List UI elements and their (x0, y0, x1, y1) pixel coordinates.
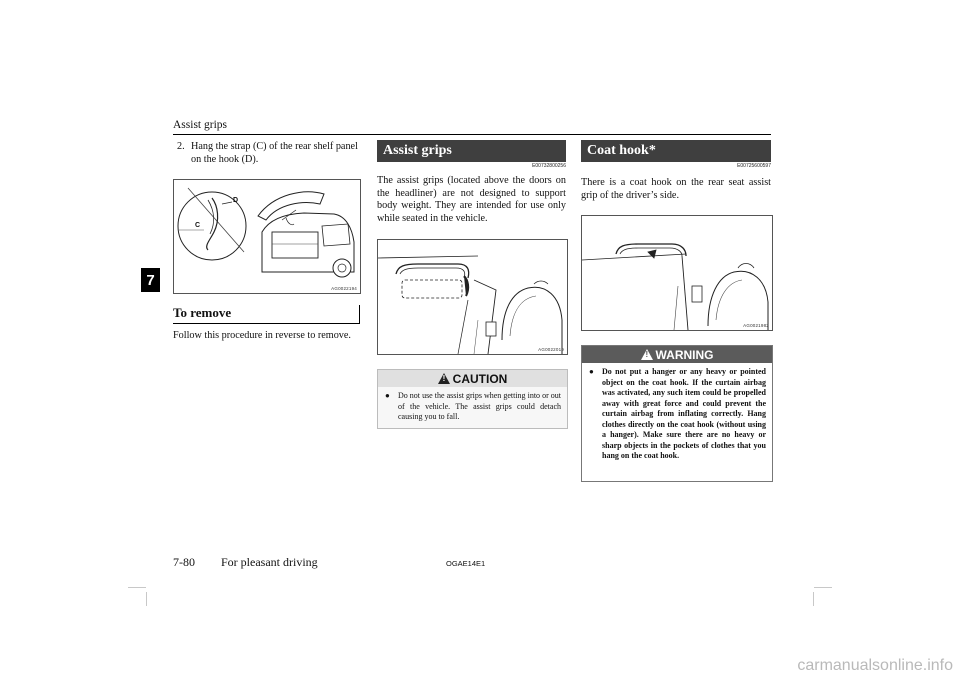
warning-heading (582, 346, 772, 363)
bullet-icon: ● (385, 391, 390, 400)
watermark[interactable]: carmanualsonline.info (797, 657, 953, 674)
warning-triangle-icon: ! (641, 349, 653, 360)
subheading-to-remove: To remove (173, 305, 360, 324)
step-text: Hang the strap (C) of the rear shelf panel on the hook (D). (191, 141, 358, 165)
step-number: 2. (177, 141, 185, 152)
footer-page-number: 7-80 (173, 555, 195, 569)
remove-paragraph: Follow this procedure in reverse to remove. (173, 330, 351, 341)
step-2 (177, 141, 363, 166)
footer-title: For pleasant driving (221, 555, 318, 569)
figure-coat-hook (581, 215, 773, 331)
coat-hook-illustration (582, 216, 772, 330)
figure-shelf-strap (173, 179, 361, 294)
warning-text: Do not put a hanger or any heavy or pointed object on the coat hook. If the curtain airbag was activated, any such item could be propelled away with great force and could prevent the curtain airbag from inflating correctly. Hang clothes directly on the coat hook (without using a hanger). Make sure there are no heavy or sharp objects in the pockets of clothes that you hang on the coat hook. (602, 367, 766, 460)
caution-heading (378, 370, 567, 387)
caution-item (378, 387, 567, 423)
page-header-title: Assist grips (173, 119, 227, 131)
shelf-strap-illustration (174, 180, 360, 293)
bullet-icon: ● (589, 367, 594, 376)
footer-code: OGAE14E1 (446, 559, 486, 568)
label-d: D (233, 197, 239, 204)
crop-mark (146, 592, 147, 606)
assist-grips-paragraph: The assist grips (located above the doors on the headliner) are not designed to support body weight. They are intended for use only while seated in the vehicle. (377, 175, 566, 224)
coat-hook-paragraph: There is a coat hook on the rear seat assist grip of the driver’s side. (581, 177, 771, 201)
caution-triangle-icon: ! (438, 373, 450, 384)
warning-item (582, 363, 772, 462)
warning-box (581, 345, 773, 482)
caution-box (377, 369, 568, 429)
caution-heading-text: CAUTION (452, 371, 508, 386)
chapter-tab: 7 (141, 268, 160, 292)
header-rule (173, 134, 771, 135)
section-code: E00732800256 (532, 163, 566, 169)
section-code: E00725600597 (737, 163, 771, 169)
caution-text: Do not use the assist grips when getting into or out of the vehicle. The assist grips could detach causing you to fall. (398, 391, 561, 421)
crop-mark (814, 587, 832, 588)
figure-code: AG0021982 (743, 323, 769, 328)
crop-mark (128, 587, 146, 588)
crop-mark (813, 592, 814, 606)
assist-grip-illustration (378, 240, 567, 354)
figure-code: AG0022194 (331, 286, 357, 291)
label-c: C (195, 222, 201, 229)
section-title-coat-hook: Coat hook* (581, 140, 771, 162)
warning-heading-text: WARNING (655, 347, 714, 362)
figure-assist-grip (377, 239, 568, 355)
figure-code: AG0022019 (538, 347, 564, 352)
section-title-assist-grips: Assist grips (377, 140, 566, 162)
